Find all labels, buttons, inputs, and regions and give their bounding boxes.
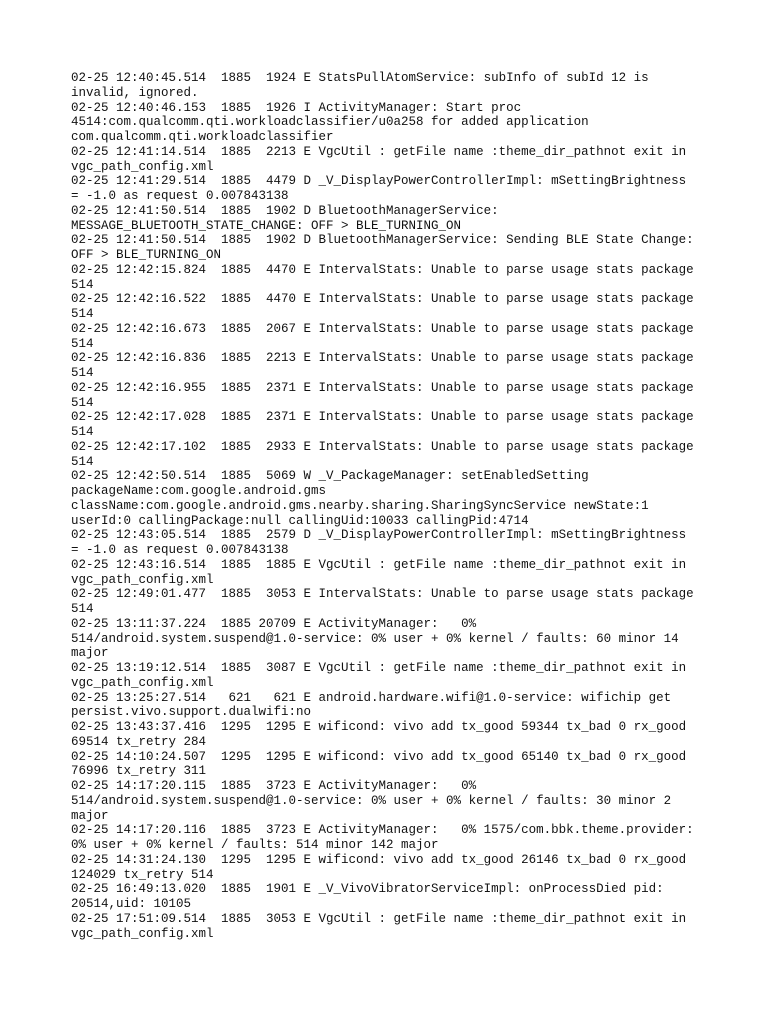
log-entry: 02-25 12:49:01.477 1885 3053 E IntervalStats: Unable to parse usage stats package 514 [71, 587, 694, 616]
log-entry: 02-25 14:31:24.130 1295 1295 E wificond: vivo add tx_good 26146 tx_bad 0 rx_good 124029 tx_retry 514 [71, 852, 687, 882]
log-entry: 02-25 12:42:17.102 1885 2933 E IntervalStats: Unable to parse usage stats package 514 [71, 439, 694, 469]
log-entry: 02-25 12:41:50.514 1885 1902 D BluetoothManagerService: Sending BLE State Change: OFF > BLE_TURNING_ON [71, 233, 694, 262]
log-entry: 02-25 14:17:20.116 1885 3723 E ActivityManager: 0% 1575/com.bbk.theme.provider: 0% user + 0% kernel / faults: 514 minor 142 major [71, 823, 694, 852]
log-entry: 02-25 13:19:12.514 1885 3087 E VgcUtil : getFile name :theme_dir_pathnot exit in vgc_path_config.xml [71, 661, 687, 690]
log-entry: 02-25 12:42:16.522 1885 4470 E IntervalStats: Unable to parse usage stats package 514 [71, 292, 694, 321]
log-entry: 02-25 13:25:27.514 621 621 E android.hardware.wifi@1.0-service: wifichip get persist.vivo.support.dualwifi:no [71, 690, 672, 720]
log-entry: 02-25 12:42:15.824 1885 4470 E IntervalStats: Unable to parse usage stats package 514 [71, 262, 694, 292]
log-entry: 02-25 14:10:24.507 1295 1295 E wificond: vivo add tx_good 65140 tx_bad 0 rx_good 76996 tx_retry 311 [71, 749, 687, 779]
log-entry: 02-25 12:41:50.514 1885 1902 D BluetoothManagerService: MESSAGE_BLUETOOTH_STATE_CHANGE: OFF > BLE_TURNING_ON [71, 203, 499, 233]
log-entry: 02-25 12:42:16.673 1885 2067 E IntervalStats: Unable to parse usage stats package 514 [71, 321, 694, 351]
log-entry: 02-25 12:41:14.514 1885 2213 E VgcUtil : getFile name :theme_dir_pathnot exit in vgc_path_config.xml [71, 144, 687, 174]
log-entry: 02-25 12:42:16.836 1885 2213 E IntervalStats: Unable to parse usage stats package 514 [71, 351, 694, 380]
log-entry: 02-25 12:41:29.514 1885 4479 D _V_DisplayPowerControllerImpl: mSettingBrightness = -1.0 as request 0.007843138 [71, 174, 687, 203]
log-entry: 02-25 17:51:09.514 1885 3053 E VgcUtil : getFile name :theme_dir_pathnot exit in vgc_path_config.xml [71, 911, 687, 941]
log-entry: 02-25 12:43:05.514 1885 2579 D _V_DisplayPowerControllerImpl: mSettingBrightness = -1.0 as request 0.007843138 [71, 528, 687, 557]
log-entry: 02-25 13:11:37.224 1885 20709 E ActivityManager: 0% 514/android.system.suspend@1.0-service: 0% user + 0% kernel / faults: 60 minor 14 major [71, 616, 679, 661]
log-entry: 02-25 14:17:20.115 1885 3723 E ActivityManager: 0% 514/android.system.suspend@1.0-service: 0% user + 0% kernel / faults: 30 minor 2 major [71, 779, 672, 823]
log-document [71, 71, 711, 941]
log-entry: 02-25 12:40:45.514 1885 1924 E StatsPullAtomService: subInfo of subId 12 is invalid, ignored. [71, 71, 649, 100]
log-entry: 02-25 12:40:46.153 1885 1926 I ActivityManager: Start proc 4514:com.qualcomm.qti.workloadclassifier/u0a258 for added application com.qualcomm.qti.workloadclassifier [71, 100, 589, 144]
log-entry: 02-25 16:49:13.020 1885 1901 E _V_VivoVibratorServiceImpl: onProcessDied pid: 20514,uid: 10105 [71, 882, 664, 911]
log-entry: 02-25 12:42:17.028 1885 2371 E IntervalStats: Unable to parse usage stats package 514 [71, 410, 694, 439]
log-entry: 02-25 12:42:16.955 1885 2371 E IntervalStats: Unable to parse usage stats package 514 [71, 380, 694, 410]
log-entry: 02-25 13:43:37.416 1295 1295 E wificond: vivo add tx_good 59344 tx_bad 0 rx_good 69514 tx_retry 284 [71, 720, 687, 749]
log-entry: 02-25 12:43:16.514 1885 1885 E VgcUtil : getFile name :theme_dir_pathnot exit in vgc_path_config.xml [71, 557, 687, 587]
log-entry: 02-25 12:42:50.514 1885 5069 W _V_PackageManager: setEnabledSetting packageName:com.google.android.gms className:com.google.android.gms.nearby.sharing.SharingSyncService newState:1 userId:0 callingPackage:null callingUid:10033 callingPid:4714 [71, 469, 649, 528]
